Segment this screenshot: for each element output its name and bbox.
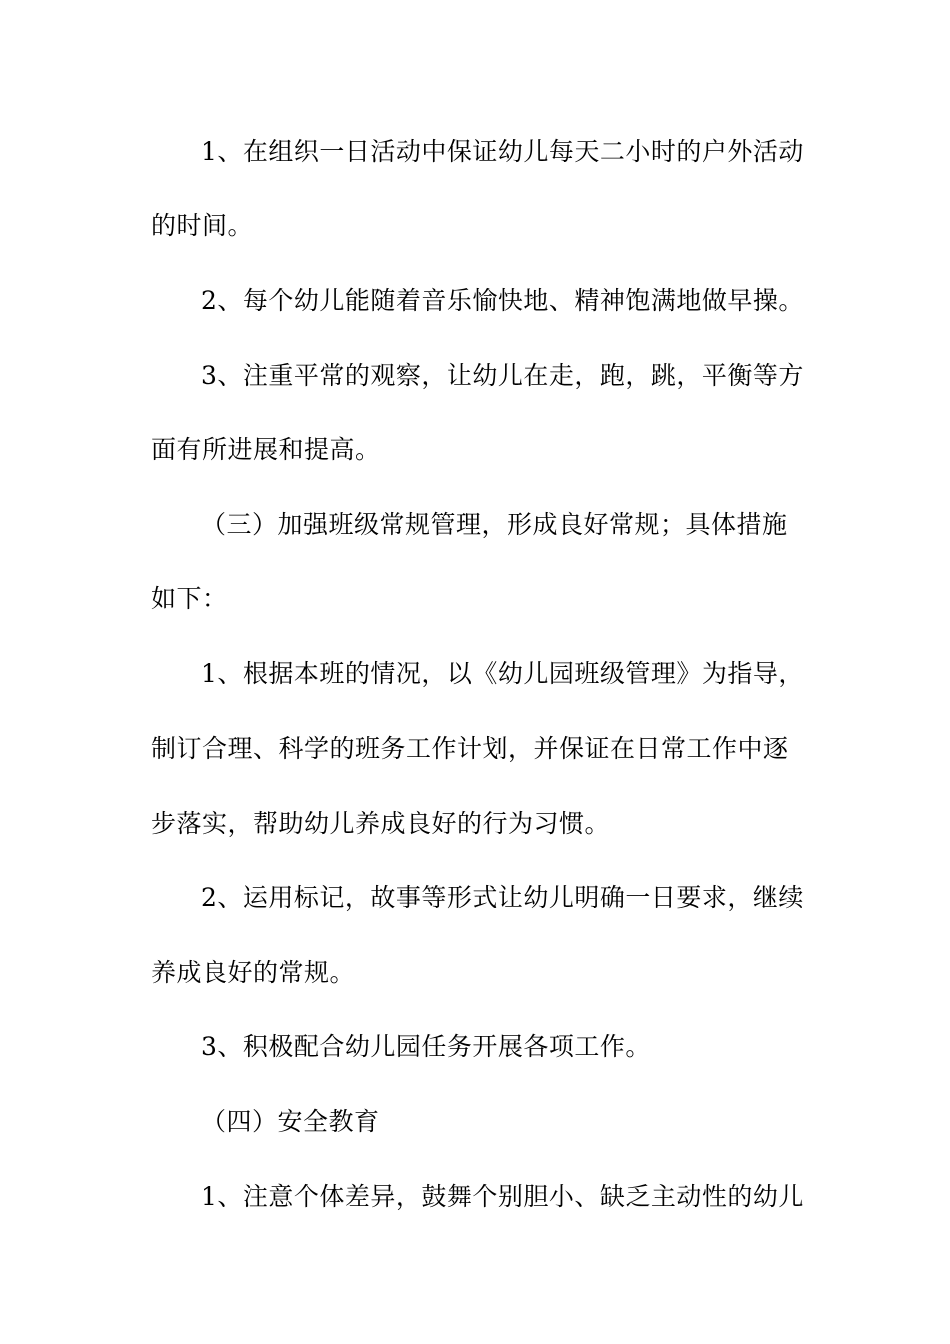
paragraph-line: 1、在组织一日活动中保证幼儿每天二小时的户外活动 [201, 137, 804, 166]
paragraph-line: 养成良好的常规。 [151, 958, 356, 987]
paragraph-line: 步落实，帮助幼儿养成良好的行为习惯。 [151, 809, 611, 838]
paragraph-line: 3、注重平常的观察，让幼儿在走，跑，跳，平衡等方 [201, 361, 804, 390]
section-heading-line: （四）安全教育 [201, 1107, 380, 1136]
section-heading-line: 如下： [151, 584, 228, 613]
paragraph-line: 3、积极配合幼儿园任务开展各项工作。 [201, 1032, 651, 1061]
paragraph-line: 的时间。 [151, 211, 254, 240]
section-heading-line: （三）加强班级常规管理，形成良好常规；具体措施 [201, 510, 788, 539]
paragraph-line: 面有所进展和提高。 [151, 435, 381, 464]
paragraph-line: 2、每个幼儿能随着音乐愉快地、精神饱满地做早操。 [201, 286, 804, 315]
paragraph-line: 2、运用标记，故事等形式让幼儿明确一日要求，继续 [201, 883, 804, 912]
paragraph-line: 1、根据本班的情况，以《幼儿园班级管理》为指导， [201, 659, 804, 688]
paragraph-line: 1、注意个体差异，鼓舞个别胆小、缺乏主动性的幼儿 [201, 1182, 804, 1211]
paragraph-line: 制订合理、科学的班务工作计划，并保证在日常工作中逐 [151, 734, 789, 763]
